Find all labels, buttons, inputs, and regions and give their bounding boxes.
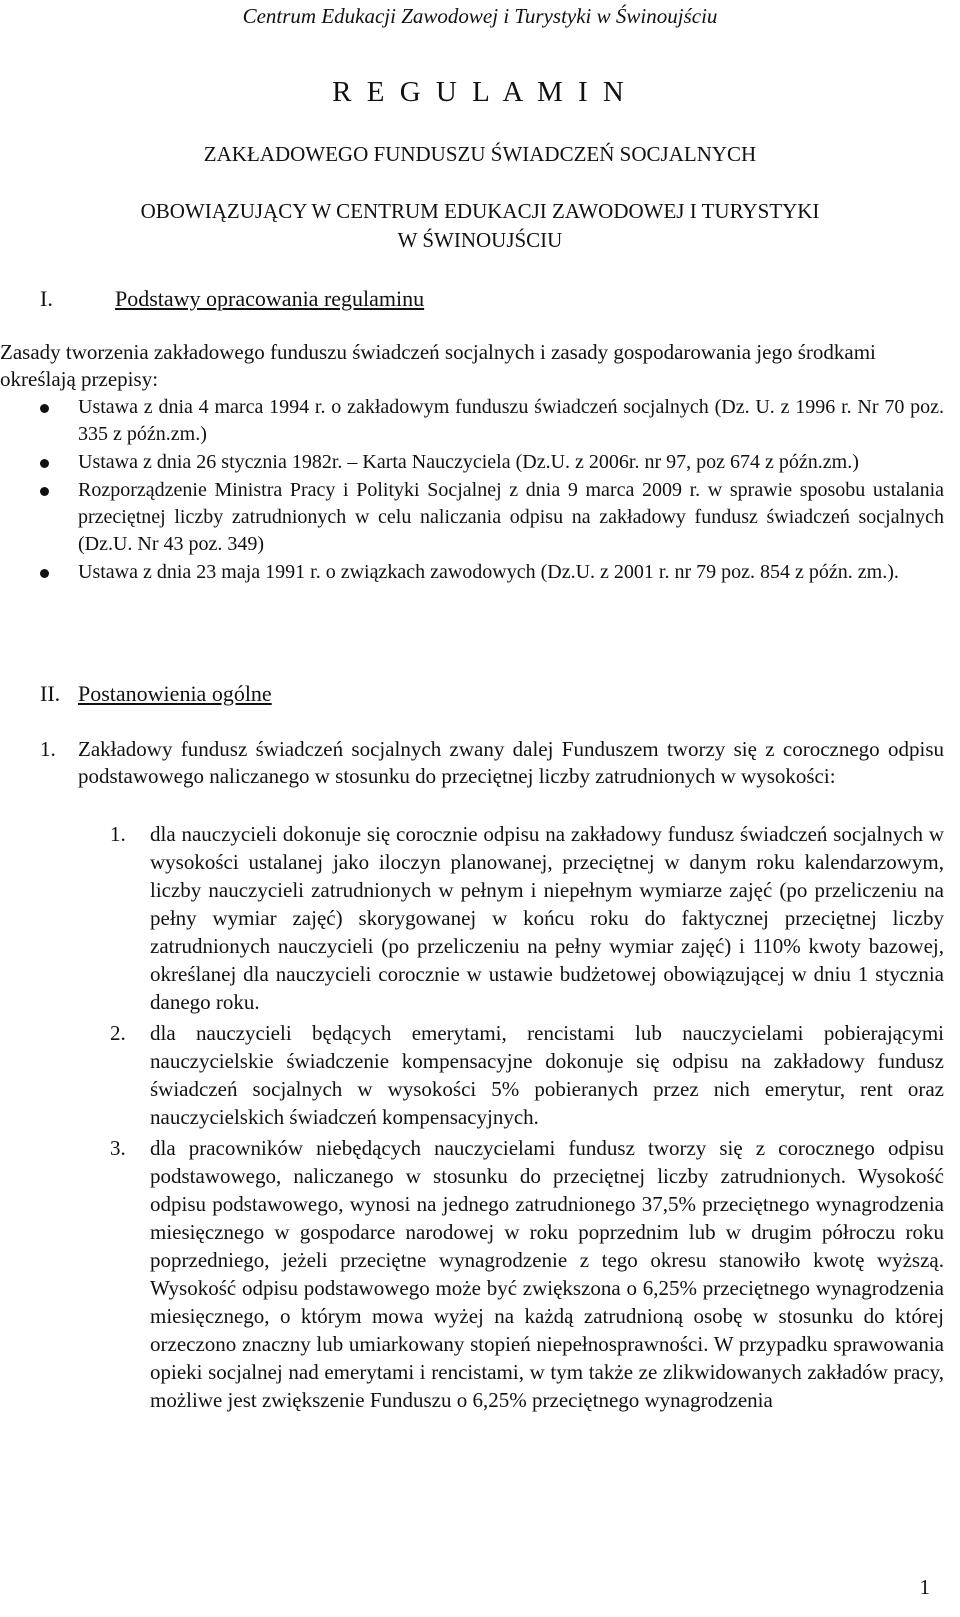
section-1-intro: Zasady tworzenia zakładowego funduszu świadczeń socjalnych i zasady gospodarowania jego środkami określają przepisy: <box>0 340 876 391</box>
sub-item-text: dla nauczycieli będących emerytami, rencistami lub nauczycielami pobierającymi nauczycielskie świadczenie kompensacyjne dokonuje się odpisu na zakładowy fundusz świadczeń socjalnych w wysokości 5% pobieranych przez nich emerytur, rent oraz nauczycielskich świadczeń kompensacyjnych. <box>150 1021 944 1129</box>
sub-item-list <box>110 820 944 1417</box>
section-2-number: II. <box>40 681 61 706</box>
sub-item <box>110 1019 944 1131</box>
document-title: R E G U L A M I N <box>332 76 628 108</box>
document-subtitle-institution <box>0 197 960 255</box>
sub-item-number: 1. <box>110 822 126 846</box>
sub-item-text: dla pracowników niebędących nauczycielami fundusz tworzy się z corocznego odpisu podstawowego, naliczanego w stosunku do przeciętnej liczby zatrudnionych. Wysokość odpisu podstawowego, wynosi na jednego zatrudnionego 37,5% przeciętnego wynagrodzenia miesięcznego w gospodarce narodowej w roku poprzednim lub w drugim półroczu roku poprzedniego, jeżeli przeciętne wynagrodzenie z tego okresu stanowiło kwotę wyższą. Wysokość odpisu podstawowego może być zwiększona o 6,25% przeciętnego wynagrodzenia miesięcznego, o którym mowa wyżej na każdą zatrudnioną osobę w stosunku do której orzeczono znaczny lub umiarkowany stopień niepełnosprawności. W przypadku sprawowania opieki socjalnej nad emerytami i rencistami, w tym także ze zlikwidowanych zakładów pracy, możliwe jest zwiększenie Funduszu o 6,25% przeciętnego wynagrodzenia <box>150 1136 944 1412</box>
item-text: Zakładowy fundusz świadczeń socjalnych zwany dalej Funduszem tworzy się z corocznego odpisu podstawowego naliczanego w stosunku do przeciętnej liczby zatrudnionych w wysokości: <box>78 737 944 788</box>
subtitle-line-2: W ŚWINOUJŚCIU <box>397 228 563 252</box>
section-2-heading: Postanowienia ogólne <box>78 681 272 706</box>
sub-item <box>110 820 944 1016</box>
legal-basis-list <box>40 394 944 587</box>
section-1-number: I. <box>40 286 53 311</box>
bullet-icon <box>40 459 49 468</box>
bullet-icon <box>40 569 49 578</box>
document-subtitle: ZAKŁADOWEGO FUNDUSZU ŚWIADCZEŃ SOCJALNYCH <box>203 142 757 166</box>
list-item: Ustawa z dnia 4 marca 1994 r. o zakładowym funduszu świadczeń socjalnych (Dz. U. z 1996 r. Nr 70 poz. 335 z późn.zm.) <box>40 394 944 448</box>
item-number: 1. <box>40 737 56 761</box>
numbered-item <box>40 736 944 790</box>
sub-item <box>110 1134 944 1414</box>
sub-item-number: 2. <box>110 1021 126 1045</box>
section-1-heading: Podstawy opracowania regulaminu <box>115 286 425 311</box>
sub-item-number: 3. <box>110 1136 126 1160</box>
page-number: 1 <box>919 1575 930 1599</box>
list-item: Ustawa z dnia 23 maja 1991 r. o związkach zawodowych (Dz.U. z 2001 r. nr 79 poz. 854 z późn. zm.). <box>40 559 944 586</box>
list-item: Ustawa z dnia 26 stycznia 1982r. – Karta Nauczyciela (Dz.U. z 2006r. nr 97, poz 674 z późn.zm.) <box>40 449 944 476</box>
subtitle-line-1: OBOWIĄZUJĄCY W CENTRUM EDUKACJI ZAWODOWEJ I TURYSTYKI <box>140 199 820 223</box>
bullet-icon <box>40 404 49 413</box>
sub-item-text: dla nauczycieli dokonuje się corocznie odpisu na zakładowy fundusz świadczeń socjalnych w wysokości ustalanej jako iloczyn planowanej, przeciętnej w danym roku kalendarzowym, liczby nauczycieli zatrudnionych w pełnym i niepełnym wymiarze zajęć (po przeliczeniu na pełny wymiar zajęć) skorygowanej w końcu roku do faktycznej przeciętnej liczby zatrudnionych nauczycieli (po przeliczeniu na pełny wymiar zajęć) i 110% kwoty bazowej, określanej dla nauczycieli corocznie w ustawie budżetowej obowiązującej w dniu 1 stycznia danego roku. <box>150 822 944 1014</box>
list-item: Rozporządzenie Ministra Pracy i Polityki Socjalnej z dnia 9 marca 2009 r. w sprawie sposobu ustalania przeciętnej liczby zatrudnionych w celu naliczania odpisu na zakładowy fundusz świadczeń socjalnych (Dz.U. Nr 43 poz. 349) <box>40 477 944 558</box>
page-header: Centrum Edukacji Zawodowej i Turystyki w Świnoujściu <box>242 4 718 28</box>
bullet-icon <box>40 487 49 496</box>
